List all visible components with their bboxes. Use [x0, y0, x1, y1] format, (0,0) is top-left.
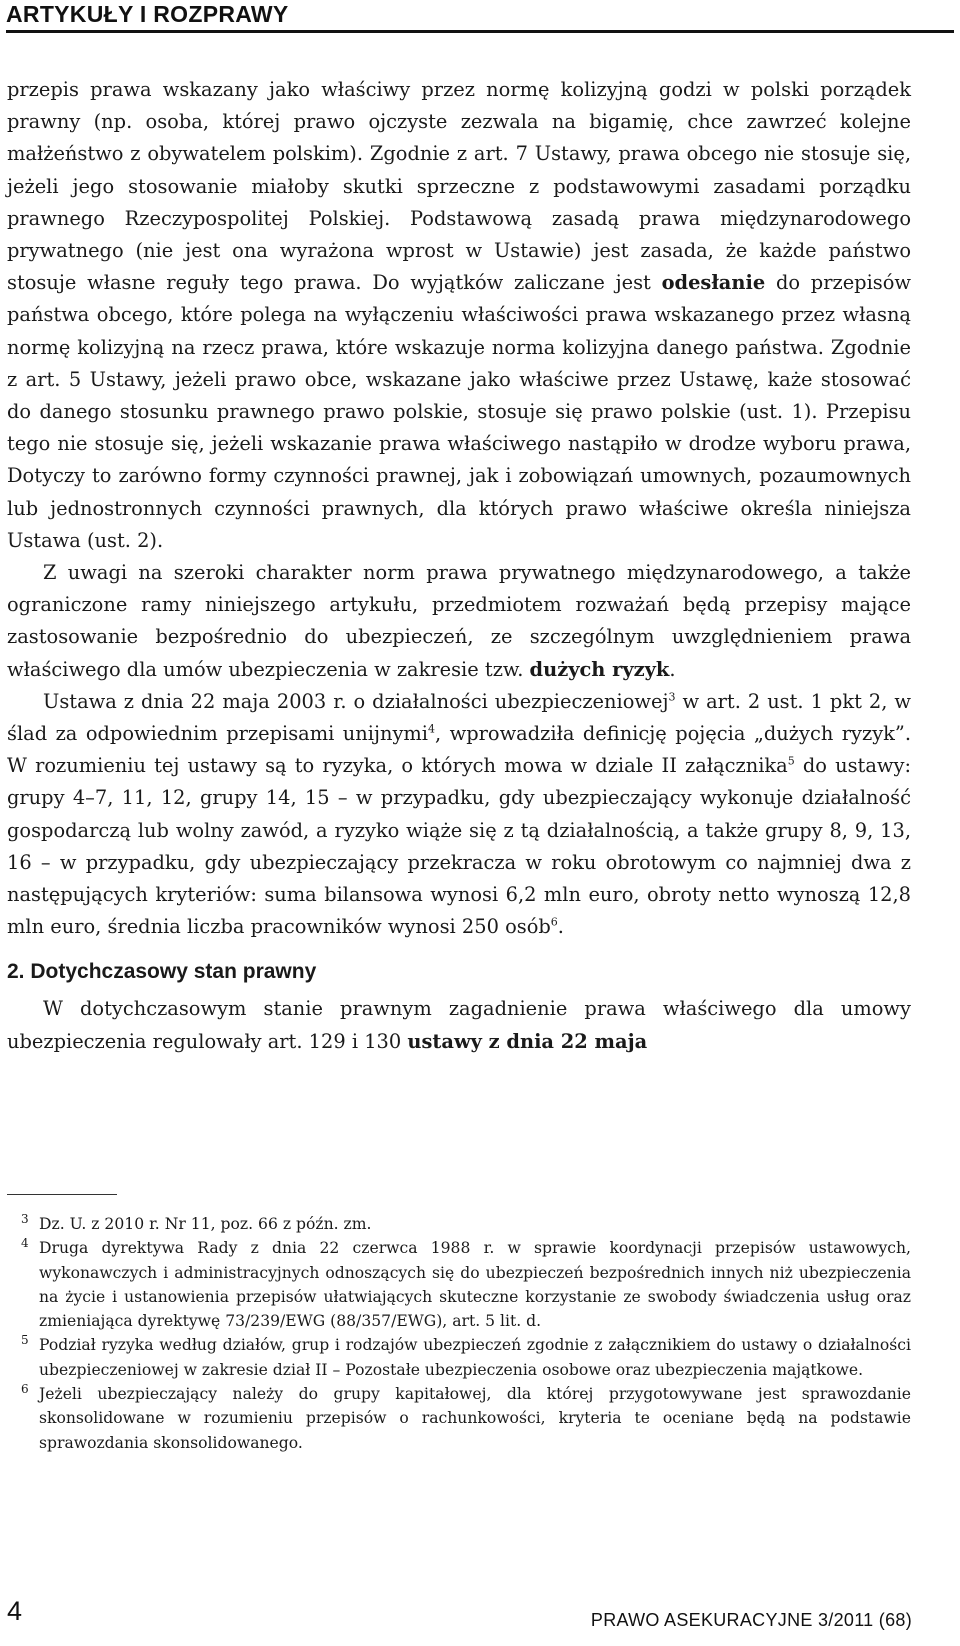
term-duze-ryzyka: dużych ryzyk	[529, 657, 670, 681]
page-number: 4	[7, 1596, 23, 1626]
journal-name: PRAWO ASEKURACYJNE 3/2011 (68)	[590, 1610, 912, 1630]
header-rule	[6, 30, 954, 33]
footnote-4	[7, 1236, 911, 1333]
footnote-text: Podział ryzyka według działów, grup i rodzajów ubezpieczeń zgodnie z załącznikiem do ustawy o działalności ubezpieczeniowej w zakresie dział II – Pozostałe ubezpieczenia osobowe oraz ubezpieczenia majątkowe.	[39, 1336, 911, 1379]
paragraph-2: Z uwagi na szeroki charakter norm prawa prywatnego międzynarodowego, a także ograniczone ramy niniejszego artykułu, przedmiotem rozważań będą przepisy mające zastosowanie bezpośrednio do ubezpieczeń, ze szczególnym uwzględnieniem prawa właściwego dla umów ubezpieczenia w zakresie tzw. dużych ryzyk.	[7, 561, 911, 681]
footnote-5	[7, 1333, 911, 1382]
footnote-number: 3	[21, 1212, 29, 1226]
term-odeslanie: odesłanie	[661, 271, 766, 295]
footnote-ref-4[interactable]: 4	[428, 722, 435, 736]
footnote-number: 5	[21, 1333, 29, 1348]
footnote-ref-6[interactable]: 6	[550, 915, 558, 929]
section-title: ARTYKUŁY I ROZPRAWY	[6, 1, 289, 27]
footnote-ref-5[interactable]: 5	[787, 754, 795, 768]
footnote-3	[7, 1212, 911, 1236]
footnote-ref-3[interactable]: 3	[668, 690, 676, 704]
footnote-text: Jeżeli ubezpieczający należy do grupy kapitałowej, dla której przygotowywane jest sprawozdanie skonsolidowane w rozumieniu przepisów o rachunkowości, kryteria te oceniane będą na podstawie sprawozdania skonsolidowanego.	[39, 1385, 911, 1452]
section-heading: 2. Dotychczasowy stan prawny	[7, 960, 317, 984]
paragraph-3: Ustawa z dnia 22 maja 2003 r. o działalności ubezpieczeniowej$^3$ w art. 2 ust. 1 pkt 2, w ślad za odpowiednim przepisami unijnymi$^4$, wprowadziła definicję pojęcia „dużych ryzyk”. W rozumieniu tej ustawy są to ryzyka, o których mowa w dziale II załącznika$^5$ do ustawy: grupy 4–7, 11, 12, grupy 14, 15 – w przypadku, gdy ubezpieczający wykonuje działalność gospodarczą lub wolny zawód, a ryzyko wiąże się z tą działalnością, a także grupy 8, 9, 13, 16 – w przypadku, gdy ubezpieczający przekracza w roku obrotowym co najmniej dwa z następujących kryteriów: suma bilansowa wynosi 6,2 mln euro, obroty netto wynoszą 12,8 mln euro, średnia liczba pracowników wynosi 250 osób$^6$.	[7, 689, 911, 939]
footnote-separator	[7, 1194, 117, 1195]
footnote-number: 6	[21, 1382, 29, 1397]
footnote-text: Dz. U. z 2010 r. Nr 11, poz. 66 z późn. zm.	[39, 1215, 372, 1233]
paragraph-4: W dotychczasowym stanie prawnym zagadnienie prawa właściwego dla umowy ubezpieczenia regulowały art. 129 i 130 ustawy z dnia 22 maja	[7, 997, 911, 1053]
term-ustawa: ustawy z dnia 22 maja	[407, 1029, 648, 1053]
running-header	[6, 0, 954, 27]
footnote-text: Druga dyrektywa Rady z dnia 22 czerwca 1988 r. w sprawie koordynacji przepisów ustawowych, wykonawczych i administracyjnych odnoszących się do ubezpieczeń bezpośrednich innych niż ubezpieczenia na życie i ustanowienia przepisów ułatwiających skuteczne korzystanie ze swobody świadczenia usług oraz zmieniająca dyrektywę 73/239/EWG (88/357/EWG), art. 5 lit. d.	[39, 1239, 911, 1331]
article-body	[7, 74, 911, 1058]
paragraph-1: przepis prawa wskazany jako właściwy przez normę kolizyjną godzi w polski porządek prawny (np. osoba, której prawo ojczyste zezwala na bigamię, chce zawrzeć kolejne małżeństwo z obywatelem polskim). Zgodnie z art. 7 Ustawy, prawa obcego nie stosuje się, jeżeli jego stosowanie miałoby skutki sprzeczne z podstawowymi zasadami porządku prawnego Rzeczypospolitej Polskiej. Podstawową zasadą prawa międzynarodowego prywatnego (nie jest ona wyrażona wprost w Ustawie) jest zasada, że każde państwo stosuje własne reguły tego prawa. Do wyjątków zaliczane jest odesłanie do przepisów państwa obcego, które polega na wyłączeniu właściwości prawa wskazanego przez własną normę kolizyjną na rzecz prawa, które wskazuje norma kolizyjna danego państwa. Zgodnie z art. 5 Ustawy, jeżeli prawo obce, wskazane jako właściwe przez Ustawę, każe stosować do danego stosunku prawnego prawo polskie, stosuje się prawo polskie (ust. 1). Przepisu tego nie stosuje się, jeżeli wskazanie prawa właściwego nastąpiło w drodze wyboru prawa, Dotyczy to zarówno formy czynności prawnej, jak i zobowiązań umownych, pozaumownych lub jednostronnych czynności prawnych, dla których prawo właściwe określa niniejsza Ustawa (ust. 2).	[7, 78, 912, 552]
footnotes	[7, 1212, 911, 1455]
footnote-number: 4	[21, 1236, 29, 1251]
footnote-6	[7, 1382, 911, 1455]
